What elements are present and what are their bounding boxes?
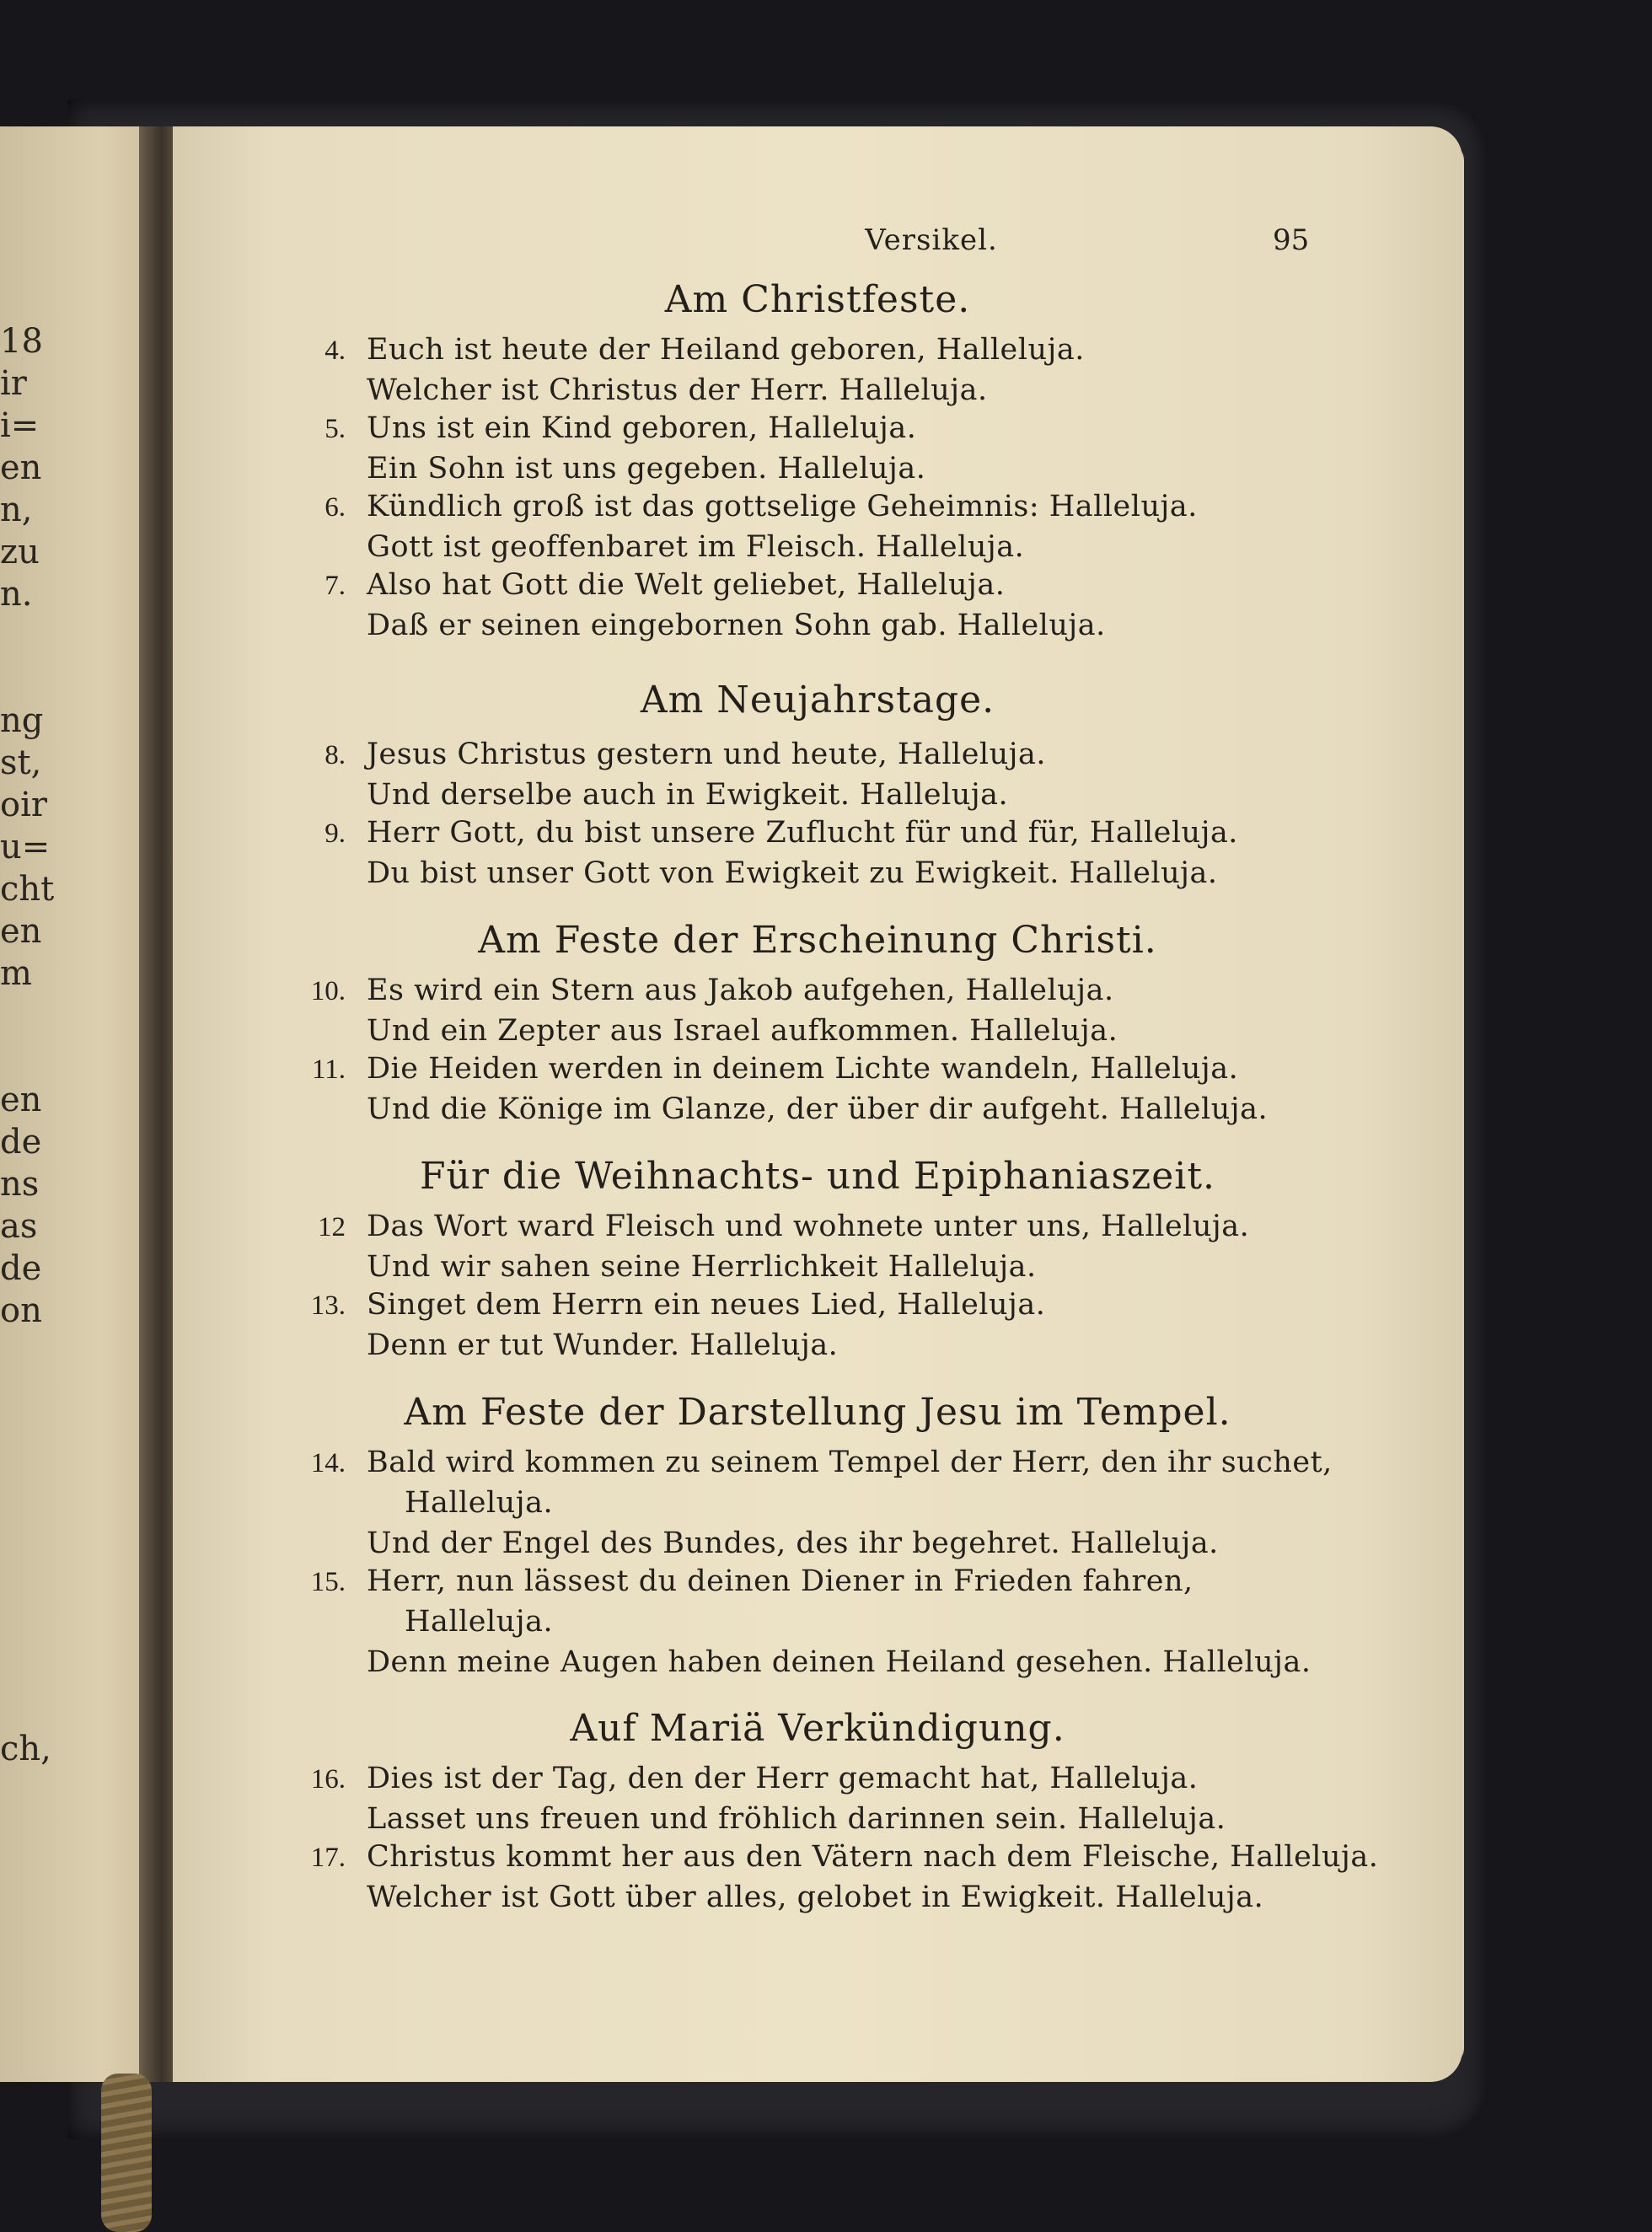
verse-line: Singet dem Herrn ein neues Lied, Halleluja. [367, 1288, 1046, 1322]
verse-line: Welcher ist Gott über alles, gelobet in Ewigkeit. Halleluja. [367, 1881, 1264, 1914]
verse-line: Halleluja. [405, 1605, 554, 1639]
verse-number: 16. [310, 1764, 346, 1795]
verse-number: 13. [310, 1290, 346, 1321]
verse-line: Und wir sahen seine Herrlichkeit Halleluja. [367, 1250, 1037, 1284]
left-page-fragment: ng [0, 701, 44, 740]
left-page-fragment: de [0, 1249, 42, 1288]
verse-number: 5. [324, 414, 346, 444]
bookmark-ribbon [101, 2074, 152, 2232]
verse-line: Denn meine Augen haben deinen Heiland gesehen. Halleluja. [367, 1645, 1311, 1679]
verse-line: Dies ist der Tag, den der Herr gemacht hat, Halleluja. [367, 1762, 1199, 1795]
left-page-fragment: cht [0, 870, 55, 909]
left-page-fragment: on [0, 1291, 42, 1330]
verse-number: 14. [310, 1448, 346, 1478]
left-page-fragment: n, [0, 491, 33, 529]
verse-number: 17. [310, 1843, 346, 1873]
verse-number: 7. [324, 571, 346, 601]
verse-line: Du bist unser Gott von Ewigkeit zu Ewigkeit. Halleluja. [367, 856, 1218, 890]
verse-number: 9. [324, 818, 346, 849]
left-page-fragment: i= [0, 406, 40, 445]
left-page-fragment: u= [0, 828, 51, 867]
left-page-fragment: de [0, 1123, 42, 1162]
left-page-fragment: n. [0, 575, 33, 614]
section-heading: Am Feste der Erscheinung Christi. [478, 919, 1157, 962]
verse-line: Kündlich groß ist das gottselige Geheimnis: Halleluja. [367, 490, 1198, 523]
verse-line: Herr, nun lässest du deinen Diener in Frieden fahren, [367, 1564, 1193, 1598]
verse-line: Daß er seinen eingebornen Sohn gab. Halleluja. [367, 609, 1106, 642]
verse-line: Uns ist ein Kind geboren, Halleluja. [367, 411, 917, 445]
verse-number: 6. [324, 492, 346, 523]
verse-line: Christus kommt her aus den Vätern nach dem Fleische, Halleluja. [367, 1840, 1379, 1874]
left-page-fragment: 18 [0, 322, 43, 361]
verse-number: 12 [318, 1212, 346, 1242]
verse-line: Und derselbe auch in Ewigkeit. Halleluja. [367, 778, 1009, 812]
verse-line: Ein Sohn ist uns gegeben. Halleluja. [367, 452, 926, 486]
verse-number: 10. [310, 976, 346, 1006]
verse-line: Und die Könige im Glanze, der über dir aufgeht. Halleluja. [367, 1092, 1268, 1126]
section-heading: Auf Mariä Verkündigung. [570, 1707, 1065, 1750]
left-page-fragment: ir [0, 364, 27, 403]
left-page-fragment: zu [0, 533, 40, 571]
verse-line: Gott ist geoffenbaret im Fleisch. Halleluja. [367, 530, 1025, 564]
left-page-fragment: as [0, 1207, 38, 1246]
verse-number: 4. [324, 335, 346, 366]
verse-line: Und ein Zepter aus Israel aufkommen. Halleluja. [367, 1014, 1118, 1048]
verse-line: Halleluja. [405, 1486, 554, 1520]
running-header: Versikel. [865, 223, 998, 257]
verse-line: Lasset uns freuen und fröhlich darinnen sein. Halleluja. [367, 1802, 1226, 1836]
verse-line: Herr Gott, du bist unsere Zuflucht für und für, Halleluja. [367, 816, 1238, 850]
left-page-fragment: ns [0, 1165, 40, 1204]
verse-number: 15. [310, 1567, 346, 1597]
left-page-fragment: en [0, 1081, 42, 1119]
right-page [173, 126, 1462, 2082]
verse-line: Euch ist heute der Heiland geboren, Halleluja. [367, 333, 1085, 367]
left-page-fragment: m [0, 954, 32, 993]
verse-number: 11. [311, 1054, 346, 1085]
verse-line: Bald wird kommen zu seinem Tempel der Herr, den ihr suchet, [367, 1446, 1333, 1479]
verse-line: Welcher ist Christus der Herr. Halleluja. [367, 373, 988, 407]
left-page-fragment: en [0, 912, 42, 951]
verse-line: Die Heiden werden in deinem Lichte wandeln, Halleluja. [367, 1052, 1239, 1086]
verse-number: 8. [324, 740, 346, 770]
verse-line: Jesus Christus gestern und heute, Halleluja. [367, 738, 1046, 771]
verse-line: Denn er tut Wunder. Halleluja. [367, 1328, 839, 1362]
verse-line: Und der Engel des Bundes, des ihr begehret. Halleluja. [367, 1526, 1219, 1560]
section-heading: Am Feste der Darstellung Jesu im Tempel. [404, 1391, 1231, 1434]
left-page-fragment: oir [0, 786, 47, 824]
verse-line: Das Wort ward Fleisch und wohnete unter uns, Halleluja. [367, 1210, 1250, 1243]
left-page-fragment: st, [0, 743, 42, 782]
verse-line: Es wird ein Stern aus Jakob aufgehen, Halleluja. [367, 974, 1114, 1007]
section-heading: Für die Weihnachts- und Epiphaniaszeit. [419, 1155, 1215, 1198]
section-heading: Am Neujahrstage. [640, 679, 995, 722]
left-page-fragment: ch, [0, 1730, 51, 1768]
section-heading: Am Christfeste. [664, 278, 971, 321]
page-number: 95 [1273, 223, 1310, 257]
verse-line: Also hat Gott die Welt geliebet, Halleluja. [367, 568, 1006, 602]
left-page-fragment: en [0, 448, 42, 487]
